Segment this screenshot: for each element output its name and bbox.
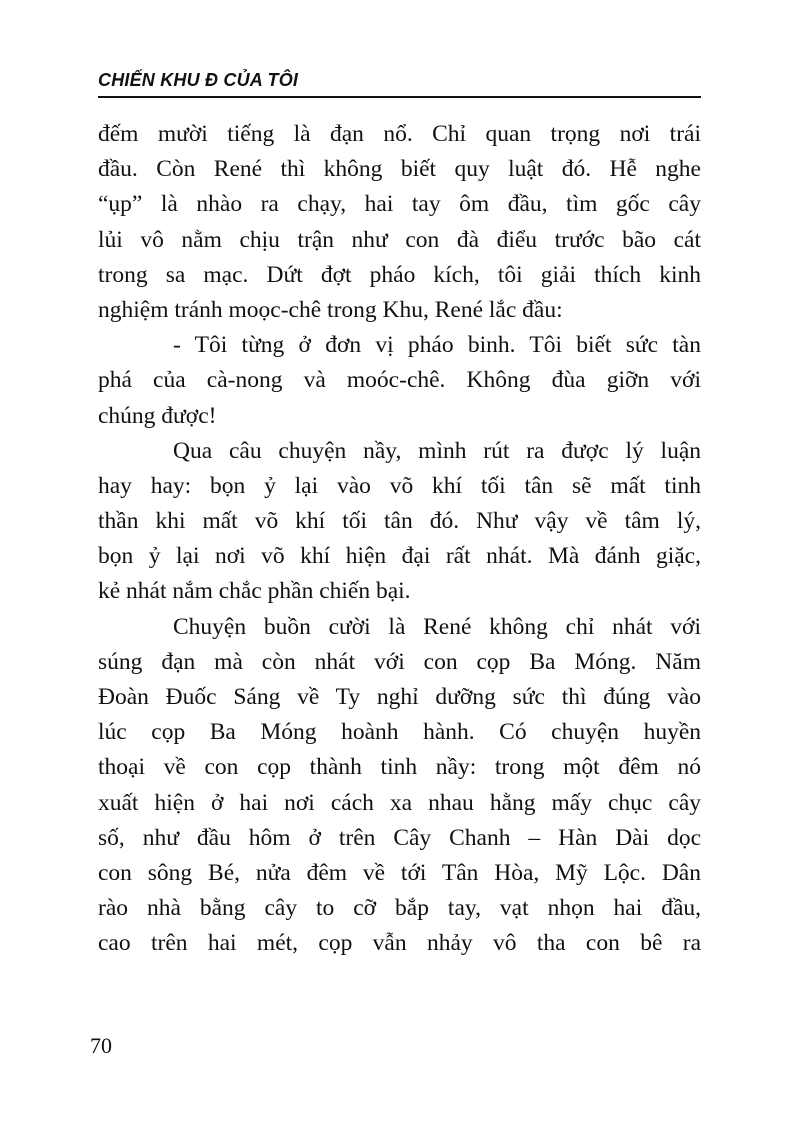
text-line: bọn ỷ lại nơi võ khí hiện đại rất nhát. Mà đánh giặc, xyxy=(98,543,701,570)
text-line: số, như đầu hôm ở trên Cây Chanh – Hàn Dài dọc xyxy=(98,824,701,851)
text-line: lúc cọp Ba Móng hoành hành. Có chuyện huyền xyxy=(98,719,701,746)
text-line: súng đạn mà còn nhát với con cọp Ba Móng. Năm xyxy=(98,648,701,675)
text-line: trong sa mạc. Dứt đợt pháo kích, tôi giải thích kinh xyxy=(98,261,701,288)
text-line: xuất hiện ở hai nơi cách xa nhau hằng mấy chục cây xyxy=(98,789,701,816)
text-line: Đoàn Đuốc Sáng về Ty nghỉ dưỡng sức thì đúng vào xyxy=(98,684,701,710)
text-line: rào nhà bằng cây to cỡ bắp tay, vạt nhọn hai đầu, xyxy=(98,895,701,922)
body-text xyxy=(98,117,701,962)
text-line: phá của cà-nong và moóc-chê. Không đùa giỡn với xyxy=(98,367,701,394)
page-number: 70 xyxy=(90,1033,112,1058)
text-line: hay hay: bọn ỷ lại vào võ khí tối tân sẽ mất tinh xyxy=(98,472,701,499)
text-line: nghiệm tránh moọc-chê trong Khu, René lắc đầu: xyxy=(98,296,563,323)
header-rule xyxy=(98,96,701,98)
text-line: kẻ nhát nắm chắc phần chiến bại. xyxy=(98,578,411,605)
text-line: đếm mười tiếng là đạn nổ. Chỉ quan trọng nơi trái xyxy=(98,121,701,147)
text-line: “ụp” là nhào ra chạy, hai tay ôm đầu, tìm gốc cây xyxy=(98,191,701,218)
text-line: Chuyện buồn cười là René không chỉ nhát với xyxy=(173,613,701,640)
text-line: thoại về con cọp thành tinh nầy: trong một đêm nó xyxy=(98,754,701,781)
text-line: con sông Bé, nửa đêm về tới Tân Hòa, Mỹ Lộc. Dân xyxy=(98,859,701,886)
running-head-title: CHIẾN KHU Đ CỦA TÔI xyxy=(98,70,299,90)
text-line: thần khi mất võ khí tối tân đó. Như vậy về tâm lý, xyxy=(98,508,701,535)
text-line: cao trên hai mét, cọp vẫn nhảy vô tha con bê ra xyxy=(98,930,701,957)
text-line: chúng được! xyxy=(98,402,217,429)
text-line: lủi vô nằm chịu trận như con đà điểu trước bão cát xyxy=(98,226,701,253)
text-line: đầu. Còn René thì không biết quy luật đó. Hễ nghe xyxy=(98,156,701,183)
text-line: - Tôi từng ở đơn vị pháo binh. Tôi biết sức tàn xyxy=(173,332,701,359)
text-line: Qua câu chuyện nầy, mình rút ra được lý luận xyxy=(173,437,701,464)
